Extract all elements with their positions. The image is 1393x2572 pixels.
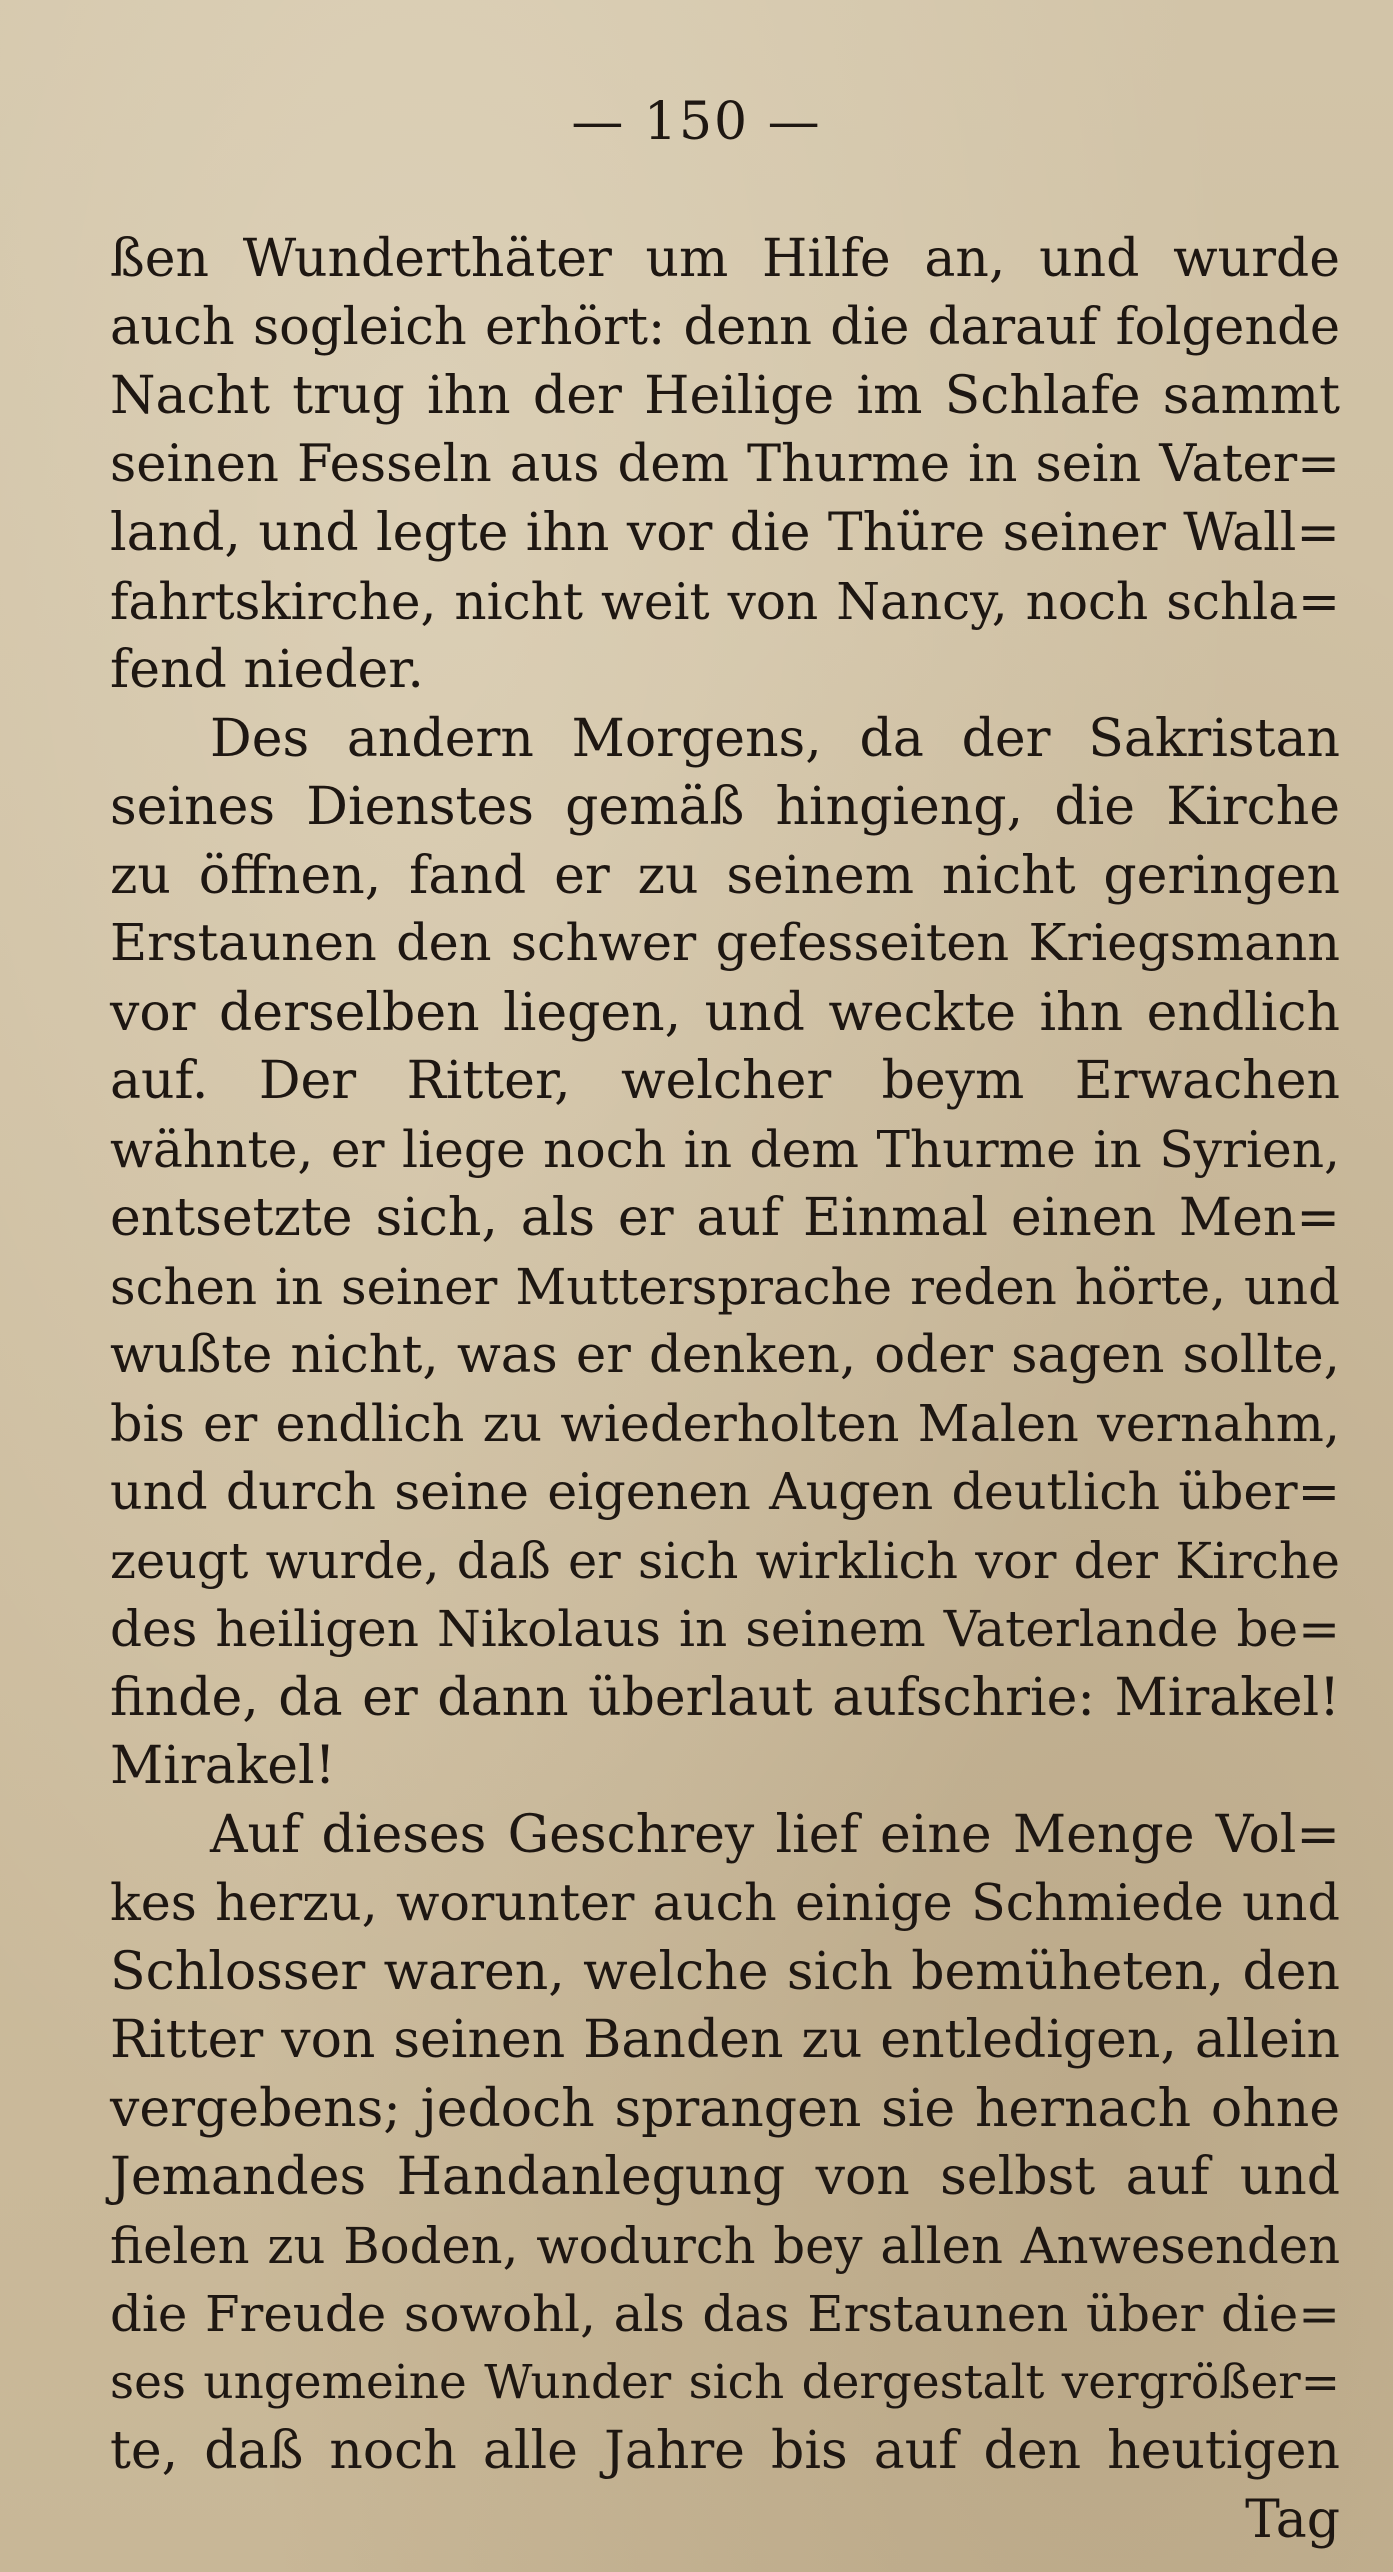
text-line: die Freude sowohl, als das Erstaunen über die= — [110, 2285, 1340, 2343]
text-line: Des andern Morgens, da der Sakristan — [210, 708, 1340, 769]
text-line: Jemandes Handanlegung von selbst auf und — [110, 2147, 1340, 2207]
text-line: auf. Der Ritter, welcher beym Erwachen — [110, 1051, 1340, 1111]
text-line: kes herzu, worunter auch einige Schmiede und — [110, 1873, 1340, 1932]
text-line: Schlosser waren, welche sich bemüheten, den — [110, 1941, 1340, 2002]
text-line: Ritter von seinen Banden zu entledigen, allein — [110, 2010, 1340, 2070]
text-line: wußte nicht, was er denken, oder sagen sollte, — [110, 1325, 1340, 1385]
text-line: ses ungemeine Wunder sich dergestalt vergrößer= — [110, 2354, 1340, 2410]
text-line: Erstaunen den schwer gefesseiten Kriegsmann — [110, 914, 1340, 973]
text-line: fend nieder. — [110, 640, 424, 700]
text-line: Nacht trug ihn der Heilige im Schlafe sammt — [110, 366, 1340, 426]
catchword: Tag — [1245, 2489, 1340, 2550]
text-line: Mirakel! — [110, 1736, 336, 1796]
text-line: vergebens; jedoch sprangen sie hernach ohne — [110, 2078, 1340, 2139]
text-line: zu öffnen, fand er zu seinem nicht geringen — [110, 845, 1340, 906]
page-number: — 150 — — [571, 92, 822, 152]
text-line: te, daß noch alle Jahre bis auf den heutigen — [110, 2421, 1340, 2481]
text-line: finde, da er dann überlaut aufschrie: Mirakel! — [110, 1667, 1340, 1728]
text-line: Auf dieses Geschrey lief eine Menge Vol= — [210, 1804, 1340, 1865]
text-line: ßen Wunderthäter um Hilfe an, und wurde — [110, 229, 1340, 289]
text-line: des heiligen Nikolaus in seinem Vaterlande be= — [110, 1600, 1340, 1658]
text-line: seinen Fesseln aus dem Thurme in sein Vater= — [110, 434, 1340, 494]
text-line: schen in seiner Muttersprache reden hörte, und — [110, 1257, 1340, 1316]
text-line: fielen zu Boden, wodurch bey allen Anwesenden — [110, 2216, 1340, 2275]
text-line: land, und legte ihn vor die Thüre seiner Wall= — [110, 503, 1340, 563]
text-line: entsetzte sich, als er auf Einmal einen Men= — [110, 1188, 1340, 1248]
text-line: fahrtskirche, nicht weit von Nancy, noch schla= — [110, 572, 1340, 631]
text-line: auch sogleich erhört: denn die darauf folgende — [110, 297, 1340, 357]
text-line: seines Dienstes gemäß hingieng, die Kirche — [110, 777, 1340, 837]
text-line: zeugt wurde, daß er sich wirklich vor der Kirche — [110, 1531, 1340, 1590]
text-line: wähnte, er liege noch in dem Thurme in Syrien, — [110, 1119, 1340, 1179]
body-text — [110, 225, 1340, 2554]
text-line: vor derselben liegen, und weckte ihn endlich — [110, 982, 1340, 1043]
text-line: bis er endlich zu wiederholten Malen vernahm, — [110, 1393, 1340, 1453]
text-line: und durch seine eigenen Augen deutlich über= — [110, 1462, 1340, 1521]
